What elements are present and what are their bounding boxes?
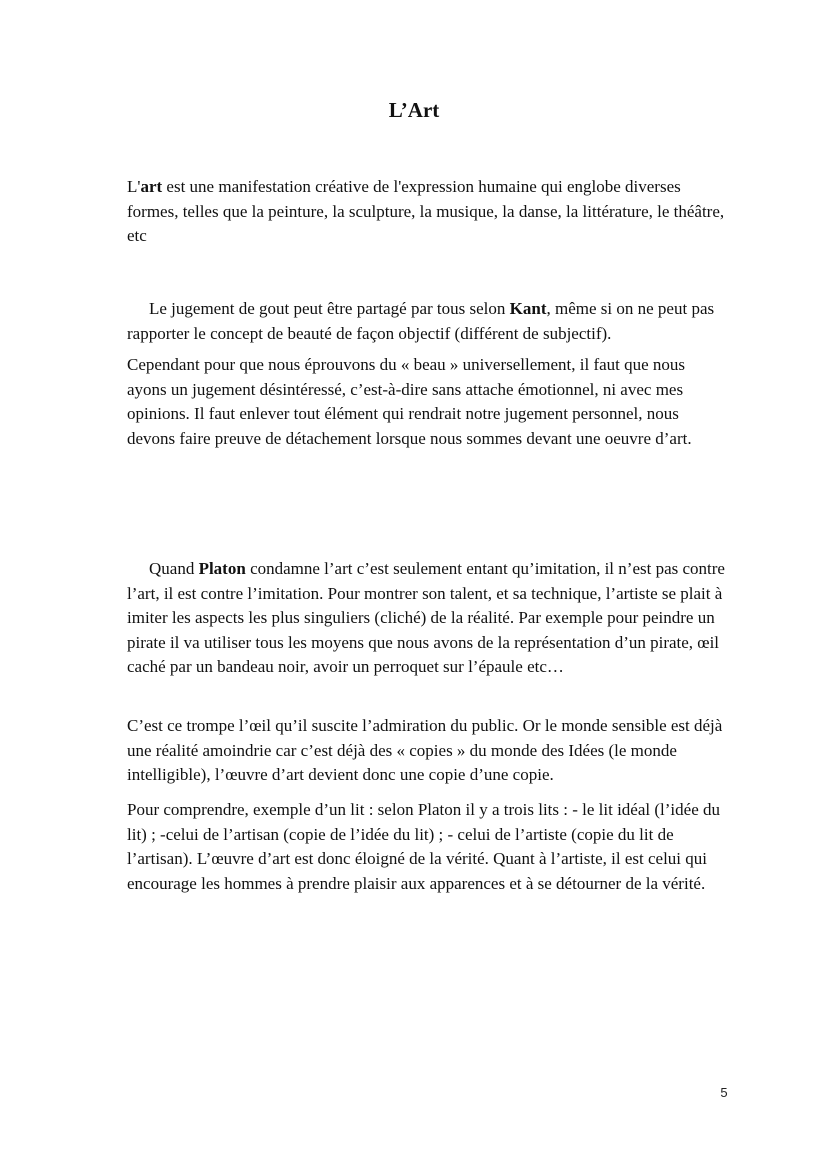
bold-term: Platon	[198, 559, 246, 578]
paragraph-kant	[127, 297, 727, 346]
paragraph-text: , même si on ne peut pas rapporter le concept de beauté de façon objectif (différent de subjectif).	[127, 299, 715, 343]
paragraph-trompe-oeil: C’est ce trompe l’œil qu’il suscite l’admiration du public. Or le monde sensible est déjà une réalité amoindrie car c’est déjà des « copies » du monde des Idées (le monde intelligible), l’œuvre d’art devient donc une copie d’une copie.	[127, 716, 723, 785]
paragraph-text: L'	[127, 177, 141, 196]
paragraph-text: est une manifestation créative de l'expression humaine qui englobe diverses formes, telles que la peinture, la sculpture, la musique, la danse, la littérature, le théâtre, etc	[127, 177, 725, 246]
paragraph-art-definition	[127, 175, 727, 249]
paragraph-text: Le jugement de gout peut être partagé par tous selon	[149, 299, 510, 318]
paragraph-beau: Cependant pour que nous éprouvons du « beau » universellement, il faut que nous ayons un jugement désintéressé, c’est-à-dire sans attache émotionnel, ni avec mes opinions. Il faut enlever tout élément qui rendrait notre jugement personnel, nous devons faire preuve de détachement lorsque nous sommes devant une oeuvre d’art.	[127, 355, 692, 448]
paragraph-text: Quand	[149, 559, 199, 578]
bold-term: Kant	[509, 299, 547, 318]
page-number: 5	[720, 1085, 728, 1100]
bold-term: art	[140, 177, 163, 196]
paragraph-platon	[127, 557, 727, 680]
paragraph-trois-lits: Pour comprendre, exemple d’un lit : selon Platon il y a trois lits : - le lit idéal (l’idée du lit) ; -celui de l’artisan (copie de l’idée du lit) ; - celui de l’artiste (copie du lit de l’artisan). L’œuvre d’art est donc éloigné de la vérité. Quant à l’artiste, il est celui qui encourage les hommes à prendre plaisir aux apparences et à se détourner de la vérité.	[127, 800, 720, 893]
paragraph-text: condamne l’art c’est seulement entant qu’imitation, il n’est pas contre l’art, il est contre l’imitation. Pour montrer son talent, et sa technique, l’artiste se plait à imiter les aspects les plus singuliers (cliché) de la réalité. Par exemple pour peindre un pirate il va utiliser tous les moyens que nous avons de la représentation d’un pirate, œil caché par un bandeau noir, avoir un perroquet sur l’épaule etc…	[127, 559, 725, 677]
page-title: L’Art	[388, 98, 440, 122]
